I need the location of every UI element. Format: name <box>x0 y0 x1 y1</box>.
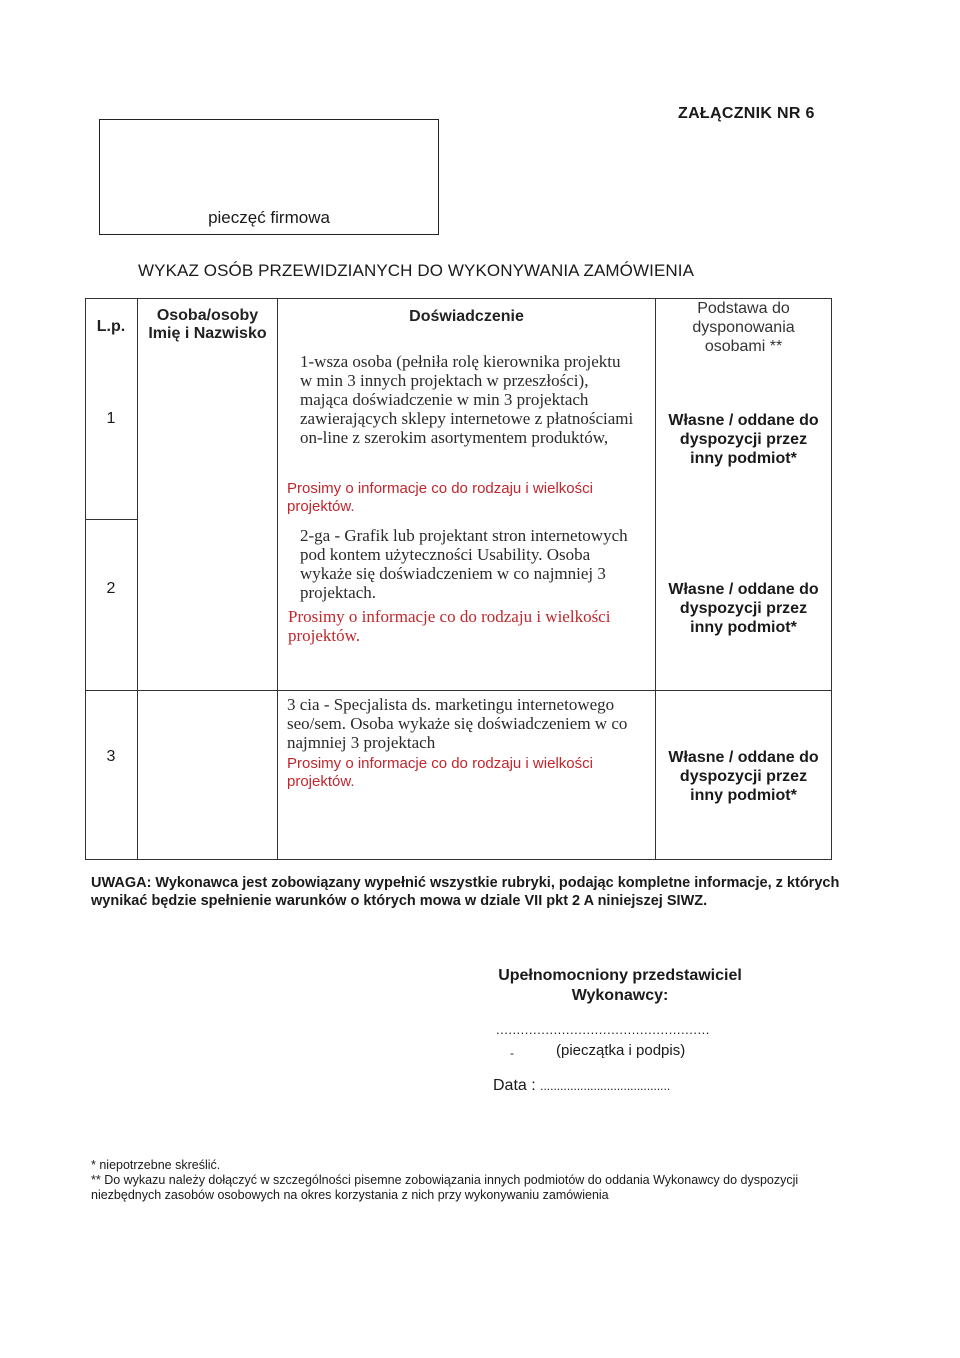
date-label: Data : <box>493 1077 536 1094</box>
experience-line: zawierających sklepy internetowe z płatnościami <box>300 409 634 428</box>
basis-line: dyspozycji przez <box>679 431 808 448</box>
availability-basis <box>656 748 831 805</box>
signature-label: (pieczątka i podpis) <box>556 1042 686 1059</box>
basis-line: inny podmiot* <box>690 450 797 467</box>
header-person-line2: Imię i Nazwisko <box>148 325 267 342</box>
basis-line: dyspozycji przez <box>679 768 808 785</box>
footnote-2-continued: niezbędnych zasobów osobowych na okres korzystania z nich przy wykonywaniu zamówienia <box>91 1188 609 1202</box>
experience-line: on-line z szerokim asortymentem produktów, <box>300 428 609 447</box>
attachment-label: ZAŁĄCZNIK NR 6 <box>678 105 815 122</box>
experience-line: seo/sem. Osoba wykaże się doświadczeniem w co <box>287 714 628 733</box>
request-line: projektów. <box>288 626 361 645</box>
row-number: 3 <box>106 748 116 765</box>
date-line: ....................................... <box>540 1079 671 1093</box>
column-divider-2 <box>277 298 278 860</box>
request-line: projektów. <box>287 498 355 515</box>
signature-dash: - <box>510 1046 514 1060</box>
signature-title-line1: Upełnomocniony przedstawiciel <box>498 967 742 984</box>
warning-note-line1: UWAGA: Wykonawca jest zobowiązany wypełnić wszystkie rubryki, podając kompletne informacje, z których <box>91 875 840 891</box>
footnote-2: ** Do wykazu należy dołączyć w szczególności pisemne zobowiązania innych podmiotów do oddania Wykonawcy do dyspozycji <box>91 1173 799 1187</box>
basis-line: dyspozycji przez <box>679 600 808 617</box>
availability-basis <box>656 580 831 637</box>
warning-note-line2: wynikać będzie spełnienie warunków o których mowa w dziale VII pkt 2 A niniejszej SIWZ. <box>91 893 708 909</box>
information-request <box>287 755 652 791</box>
experience-line: 2-ga - Grafik lub projektant stron internetowych <box>300 526 628 545</box>
experience-line: wykaże się doświadczeniem w co najmniej 3 <box>300 564 606 583</box>
basis-line: Własne / oddane do <box>668 581 819 598</box>
basis-line: Własne / oddane do <box>668 412 819 429</box>
date-field <box>493 1077 670 1095</box>
experience-description <box>300 352 650 447</box>
row-number: 1 <box>106 410 116 427</box>
request-line: Prosimy o informacje co do rodzaju i wielkości <box>288 607 611 626</box>
request-line: projektów. <box>287 773 355 790</box>
header-basis <box>656 299 831 356</box>
header-experience: Doświadczenie <box>409 308 524 325</box>
header-lp: L.p. <box>96 318 126 335</box>
header-person <box>138 307 277 343</box>
document-title: WYKAZ OSÓB PRZEWIDZIANYCH DO WYKONYWANIA ZAMÓWIENIA <box>138 261 695 280</box>
signature-title <box>490 966 750 1006</box>
experience-line: pod kontem użyteczności Usability. Osoba <box>300 545 591 564</box>
experience-line: mająca doświadczenie w min 3 projektach <box>300 390 589 409</box>
row-separator-2 <box>85 690 832 691</box>
table-border-left <box>85 298 86 860</box>
experience-line: w min 3 innych projektach w przeszłości), <box>300 371 589 390</box>
availability-basis <box>656 411 831 468</box>
information-request <box>288 607 648 645</box>
basis-line: inny podmiot* <box>690 619 797 636</box>
signature-title-line2: Wykonawcy: <box>571 987 669 1004</box>
experience-line: 3 cia - Specjalista ds. marketingu internetowego <box>287 695 615 714</box>
signature-line: .................................................... <box>496 1022 710 1037</box>
experience-line: projektach. <box>300 583 376 602</box>
column-divider-1 <box>137 298 138 860</box>
request-line: Prosimy o informacje co do rodzaju i wielkości <box>287 755 593 772</box>
row-number: 2 <box>106 580 116 597</box>
experience-description <box>300 526 650 602</box>
stamp-label: pieczęć firmowa <box>208 208 330 227</box>
experience-description <box>287 695 652 752</box>
header-basis-line3: osobami ** <box>704 338 783 355</box>
warning-note <box>91 874 871 910</box>
header-basis-line2: dysponowania <box>692 319 795 336</box>
footnotes <box>91 1158 851 1203</box>
table-border-right <box>831 298 832 860</box>
request-line: Prosimy o informacje co do rodzaju i wielkości <box>287 480 593 497</box>
basis-line: inny podmiot* <box>690 787 797 804</box>
header-person-line1: Osoba/osoby <box>156 307 259 324</box>
header-basis-line1: Podstawa do <box>697 300 790 317</box>
experience-line: 1-wsza osoba (pełniła rolę kierownika projektu <box>300 352 621 371</box>
footnote-1: * niepotrzebne skreślić. <box>91 1158 221 1172</box>
company-stamp-box <box>99 119 439 235</box>
information-request <box>287 480 647 516</box>
table-border-bottom <box>85 859 832 860</box>
experience-line: najmniej 3 projektach <box>287 733 436 752</box>
basis-line: Własne / oddane do <box>668 749 819 766</box>
row-separator-1 <box>85 519 137 520</box>
